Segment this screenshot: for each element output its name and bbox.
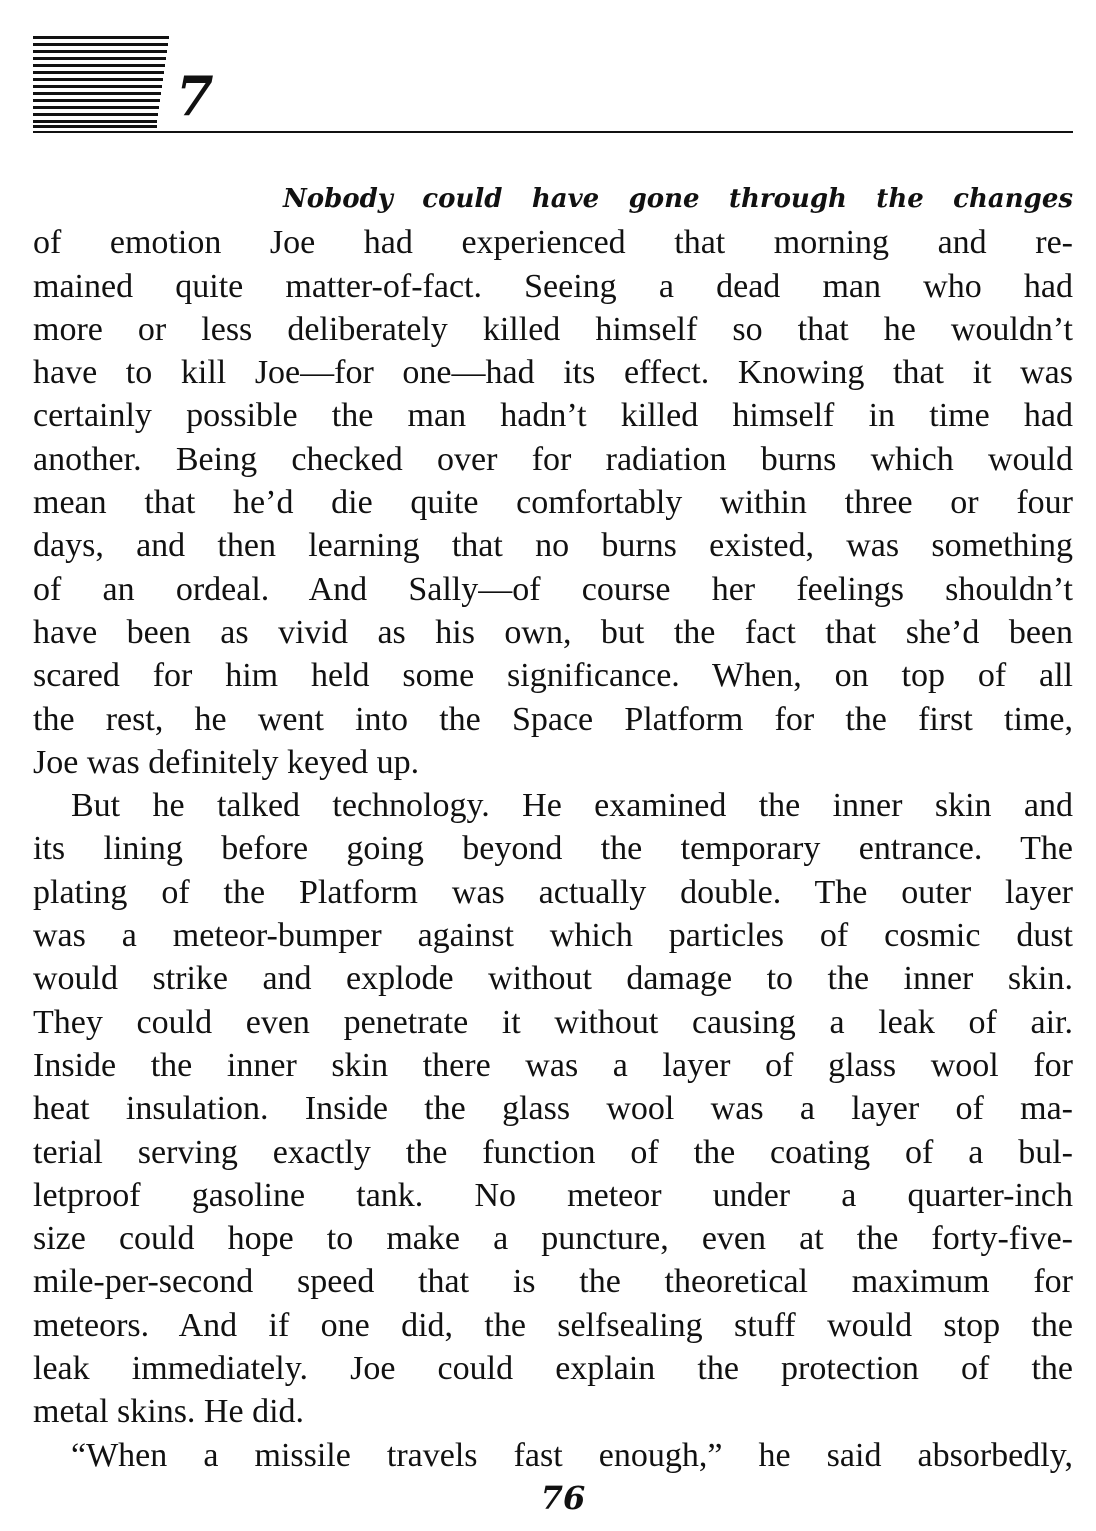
page-number: 76: [540, 1479, 586, 1517]
text-line: size could hope to make a puncture, even at the forty-five-: [33, 1220, 1073, 1258]
text-line: But he talked technology. He examined the inner skin and: [71, 787, 1073, 825]
header-rule: [33, 131, 1073, 133]
text-line: heat insulation. Inside the glass wool was a layer of ma-: [33, 1090, 1073, 1128]
text-line: terial serving exactly the function of the coating of a bul-: [33, 1133, 1073, 1171]
text-line: would strike and explode without damage to the inner skin.: [33, 960, 1073, 998]
text-line: have to kill Joe—for one—had its effect. Knowing that it was: [33, 354, 1073, 392]
text-line: was a meteor-bumper against which particles of cosmic dust: [33, 917, 1073, 955]
text-line: certainly possible the man hadn’t killed himself in time had: [33, 397, 1073, 435]
text-line: scared for him held some significance. When, on top of all: [33, 657, 1073, 695]
text-line: have been as vivid as his own, but the fact that she’d been: [33, 613, 1073, 651]
text-line: They could even penetrate it without causing a leak of air.: [33, 1003, 1073, 1041]
text-line: plating of the Platform was actually double. The outer layer: [33, 873, 1073, 911]
text-line: days, and then learning that no burns existed, was something: [33, 527, 1073, 565]
opening-line: Nobody could have gone through the changes: [283, 184, 1073, 214]
chapter-number: 7: [176, 64, 214, 128]
text-line: mile-per-second speed that is the theoretical maximum for: [33, 1263, 1073, 1301]
text-line: mained quite matter-of-fact. Seeing a dead man who had: [33, 267, 1073, 305]
text-line: another. Being checked over for radiation burns which would: [33, 440, 1073, 478]
text-line: of emotion Joe had experienced that morning and re-: [33, 224, 1073, 262]
text-line: its lining before going beyond the temporary entrance. The: [33, 830, 1073, 868]
text-line: of an ordeal. And Sally—of course her feelings shouldn’t: [33, 570, 1073, 608]
text-line: meteors. And if one did, the selfsealing stuff would stop the: [33, 1306, 1073, 1344]
page-text: [33, 178, 1073, 1477]
text-line: leak immediately. Joe could explain the protection of the: [33, 1350, 1073, 1388]
text-line: “When a missile travels fast enough,” he said absorbedly,: [71, 1436, 1073, 1474]
text-line: metal skins. He did.: [33, 1393, 305, 1431]
text-line: letproof gasoline tank. No meteor under a quarter-inch: [33, 1176, 1073, 1214]
chapter-header: [33, 30, 1073, 134]
text-line: the rest, he went into the Space Platform for the first time,: [33, 700, 1073, 738]
chapter-ornament: [33, 36, 169, 128]
text-line: more or less deliberately killed himself so that he wouldn’t: [33, 310, 1073, 348]
text-line: Joe was definitely keyed up.: [33, 743, 420, 781]
text-line: mean that he’d die quite comfortably within three or four: [33, 484, 1073, 522]
text-line: Inside the inner skin there was a layer of glass wool for: [33, 1046, 1073, 1084]
